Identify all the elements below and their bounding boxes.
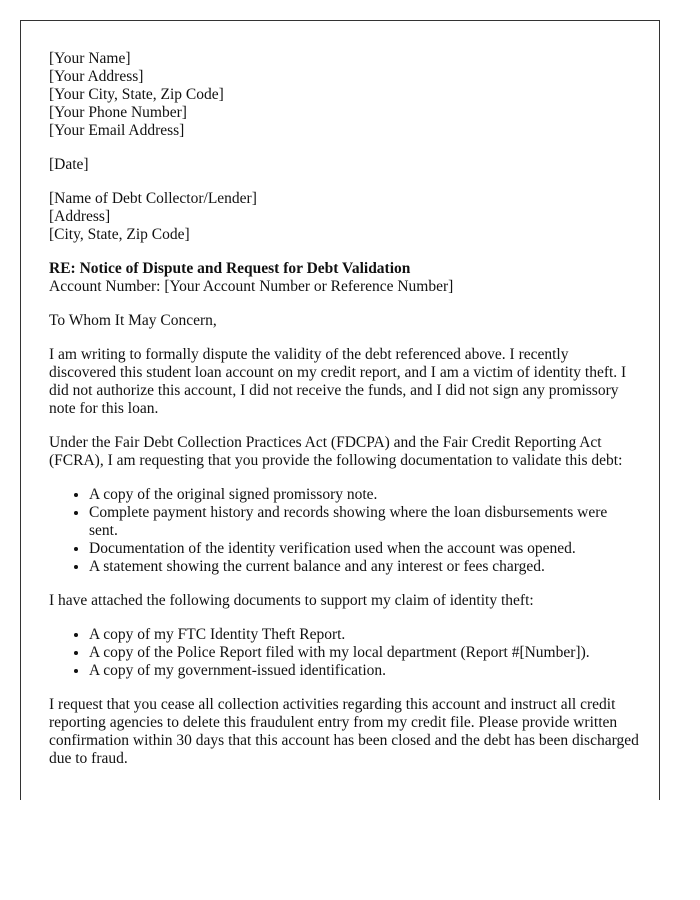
sender-name: [Your Name] [49,50,131,67]
recipient-city-state-zip: [City, State, Zip Code] [49,226,190,243]
letter-date: [Date] [49,156,89,173]
salutation: To Whom It May Concern, [49,312,217,329]
attached-documents-list [49,626,639,680]
body-paragraph-fdcpa-request: Under the Fair Debt Collection Practices Act (FDCPA) and the Fair Credit Reporting Act (FCRA), I am requesting that you provide the following documentation to validate this debt: [49,434,623,469]
sender-city-state-zip: [Your City, State, Zip Code] [49,86,224,103]
subject-block [49,260,639,296]
subject-line: RE: Notice of Dispute and Request for Debt Validation [49,260,411,277]
list-item: • A statement showing the current balance and any interest or fees charged. [89,558,639,576]
body-paragraph-cease-collection: I request that you cease all collection activities regarding this account and instruct all credit reporting agencies to delete this fraudulent entry from my credit file. Please provide written confirmation within 30 days that this account has been closed and the debt has been discharged due to fraud. [49,696,639,767]
date-block [49,156,639,174]
recipient-address-block [49,190,639,244]
list-item: • A copy of my government-issued identification. [89,662,639,680]
body-paragraph-attachments: I have attached the following documents to support my claim of identity theft: [49,592,534,609]
body-paragraph-dispute: I am writing to formally dispute the validity of the debt referenced above. I recently discovered this student loan account on my credit report, and I am a victim of identity theft. I did not authorize this account, I did not receive the funds, and I did not sign any promissory note for this loan. [49,346,627,417]
sender-email: [Your Email Address] [49,122,185,139]
list-item: • A copy of the original signed promissory note. [89,486,639,504]
list-item: • A copy of my FTC Identity Theft Report. [89,626,639,644]
list-item: • A copy of the Police Report filed with my local department (Report #[Number]). [89,644,639,662]
list-item: • Documentation of the identity verification used when the account was opened. [89,540,639,558]
recipient-address: [Address] [49,208,111,225]
sender-address-block [49,50,639,140]
letter-content [49,50,639,784]
sender-address: [Your Address] [49,68,144,85]
letter-page [20,20,660,800]
list-item: • Complete payment history and records showing where the loan disbursements were sent. [89,504,639,540]
recipient-name: [Name of Debt Collector/Lender] [49,190,257,207]
account-number-line: Account Number: [Your Account Number or Reference Number] [49,278,454,295]
requested-documents-list [49,486,639,576]
sender-phone: [Your Phone Number] [49,104,187,121]
